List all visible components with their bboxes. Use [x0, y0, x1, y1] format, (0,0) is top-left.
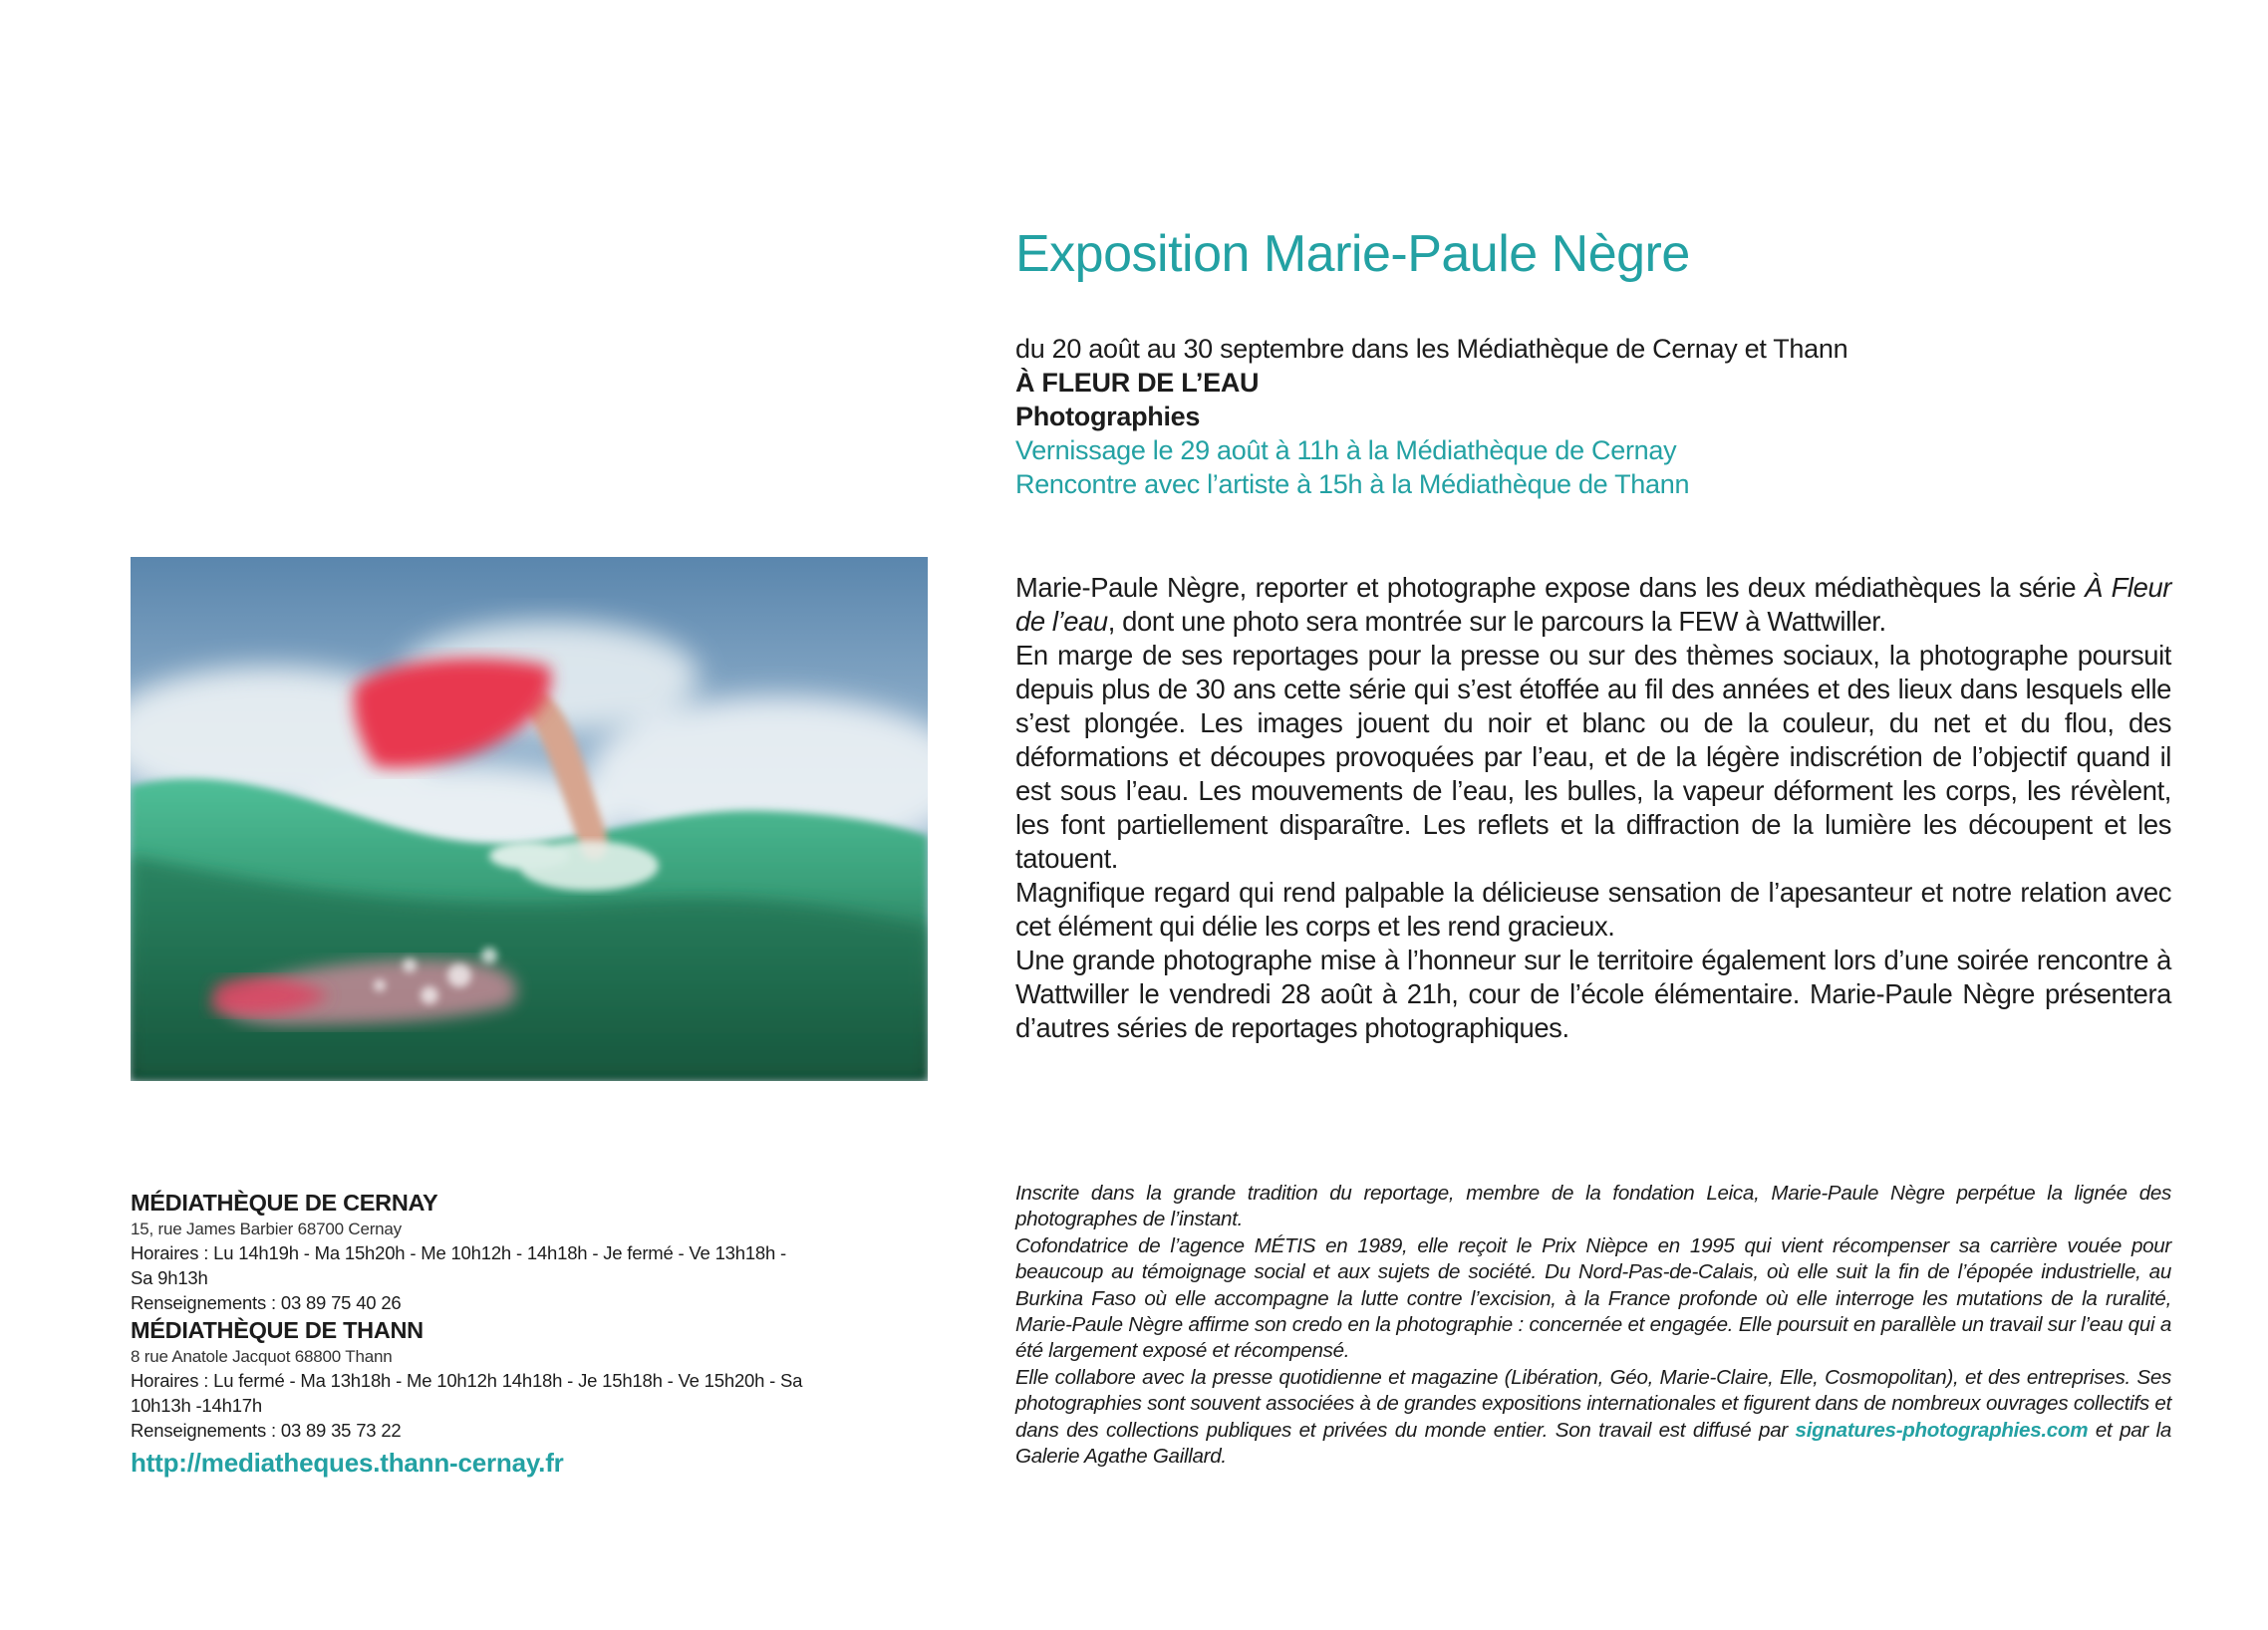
swimmer-photo-illustration	[131, 557, 928, 1081]
series-title-italic: À Fleur de l’eau	[1015, 572, 2171, 637]
website-link[interactable]: http://mediatheques.thann-cernay.fr	[131, 1448, 564, 1478]
venue-phone-cernay: Renseignements : 03 89 75 40 26	[131, 1292, 402, 1313]
signatures-link[interactable]: signatures-photographies.com	[1795, 1418, 2089, 1442]
exhibition-dates: du 20 août au 30 septembre dans les Médiathèque de Cernay et Thann	[1015, 334, 1848, 364]
category: Photographies	[1015, 402, 1201, 431]
page-title: Exposition Marie-Paule Nègre	[1015, 225, 1690, 283]
description-paragraph: Une grande photographe mise à l’honneur sur le territoire également lors d’une soirée rencontre à Wattwiller le vendredi 28 août à 21h, cour de l’école élémentaire. Marie-Paule Nègre présentera d’autres séries de reportages photographiques.	[1015, 945, 2171, 1043]
venue-address-thann: 8 rue Anatole Jacquot 68800 Thann	[131, 1347, 393, 1366]
venue-phone-thann: Renseignements : 03 89 35 73 22	[131, 1420, 402, 1441]
venue-hours-cernay: Horaires : Lu 14h19h - Ma 15h20h - Me 10h12h - 14h18h - Je fermé - Ve 13h18h - Sa 9h13h	[131, 1242, 787, 1288]
artist-biography	[1015, 1181, 2171, 1470]
exhibition-info	[1015, 332, 2191, 501]
description-paragraph: Marie-Paule Nègre, reporter et photographe expose dans les deux médiathèques la série À Fleur de l’eau, dont une photo sera montrée sur le parcours la FEW à Wattwiller.	[1015, 572, 2171, 637]
venue-address-cernay: 15, rue James Barbier 68700 Cernay	[131, 1220, 402, 1238]
artist-meeting-info: Rencontre avec l’artiste à 15h à la Médiathèque de Thann	[1015, 469, 1690, 499]
description-paragraph: Magnifique regard qui rend palpable la délicieuse sensation de l’apesanteur et notre relation avec cet élément qui délie les corps et les rend gracieux.	[1015, 877, 2171, 942]
biography-paragraph: Inscrite dans la grande tradition du reportage, membre de la fondation Leica, Marie-Paule Nègre perpétue la lignée des photographes de l’instant.	[1015, 1182, 2171, 1231]
series-title: À FLEUR DE L’EAU	[1015, 368, 1260, 398]
venue-info	[131, 1188, 808, 1483]
venue-name-thann: MÉDIATHÈQUE DE THANN	[131, 1317, 424, 1343]
venue-name-cernay: MÉDIATHÈQUE DE CERNAY	[131, 1190, 438, 1216]
biography-paragraph: Elle collabore avec la presse quotidienne et magazine (Libération, Géo, Marie-Claire, Elle, Cosmopolitan), et des entreprises. Ses photographies sont souvent associées à de grandes expositions internationales et figurent dans de nombreux ouvrages collectifs et dans des collections publiques et privées du monde entier. Son travail est diffusé par signatures-photographies.com et par la Galerie Agathe Gaillard.	[1015, 1365, 2172, 1469]
exhibition-photo	[131, 557, 928, 1081]
description-paragraph: En marge de ses reportages pour la presse ou sur des thèmes sociaux, la photographe poursuit depuis plus de 30 ans cette série qui s’est étoffée au fil des années et des lieux dans lesquels elle s’est plongée. Les images jouent du noir et blanc ou de la couleur, du net et du flou, des déformations et découpes provoquées par l’eau, et de la légère indiscrétion de l’objectif quand il est sous l’eau. Les mouvements de l’eau, les bulles, la vapeur déforment les corps, les révèlent, les font partiellement disparaître. Les reflets et la diffraction de la lumière les découpent et les tatouent.	[1015, 640, 2171, 874]
venue-hours-thann: Horaires : Lu fermé - Ma 13h18h - Me 10h12h 14h18h - Je 15h18h - Ve 15h20h - Sa 10h13h -14h17h	[131, 1370, 803, 1416]
vernissage-info: Vernissage le 29 août à 11h à la Médiathèque de Cernay	[1015, 435, 1677, 465]
biography-paragraph: Cofondatrice de l’agence MÉTIS en 1989, elle reçoit le Prix Nièpce en 1995 qui vient récompenser sa carrière vouée pour beaucoup au témoignage social et aux sujets de société. Du Nord-Pas-de-Calais, où elle suit la fin de l’épopée industrielle, au Burkina Faso où elle accompagne la lutte contre l’excision, à la France profonde où elle interroge les mutations de la ruralité, Marie-Paule Nègre affirme son credo en la photographie : concernée et engagée. Elle poursuit en parallèle un travail sur l’eau qui a été largement exposé et récompensé.	[1015, 1233, 2171, 1363]
exhibition-description	[1015, 571, 2171, 1045]
